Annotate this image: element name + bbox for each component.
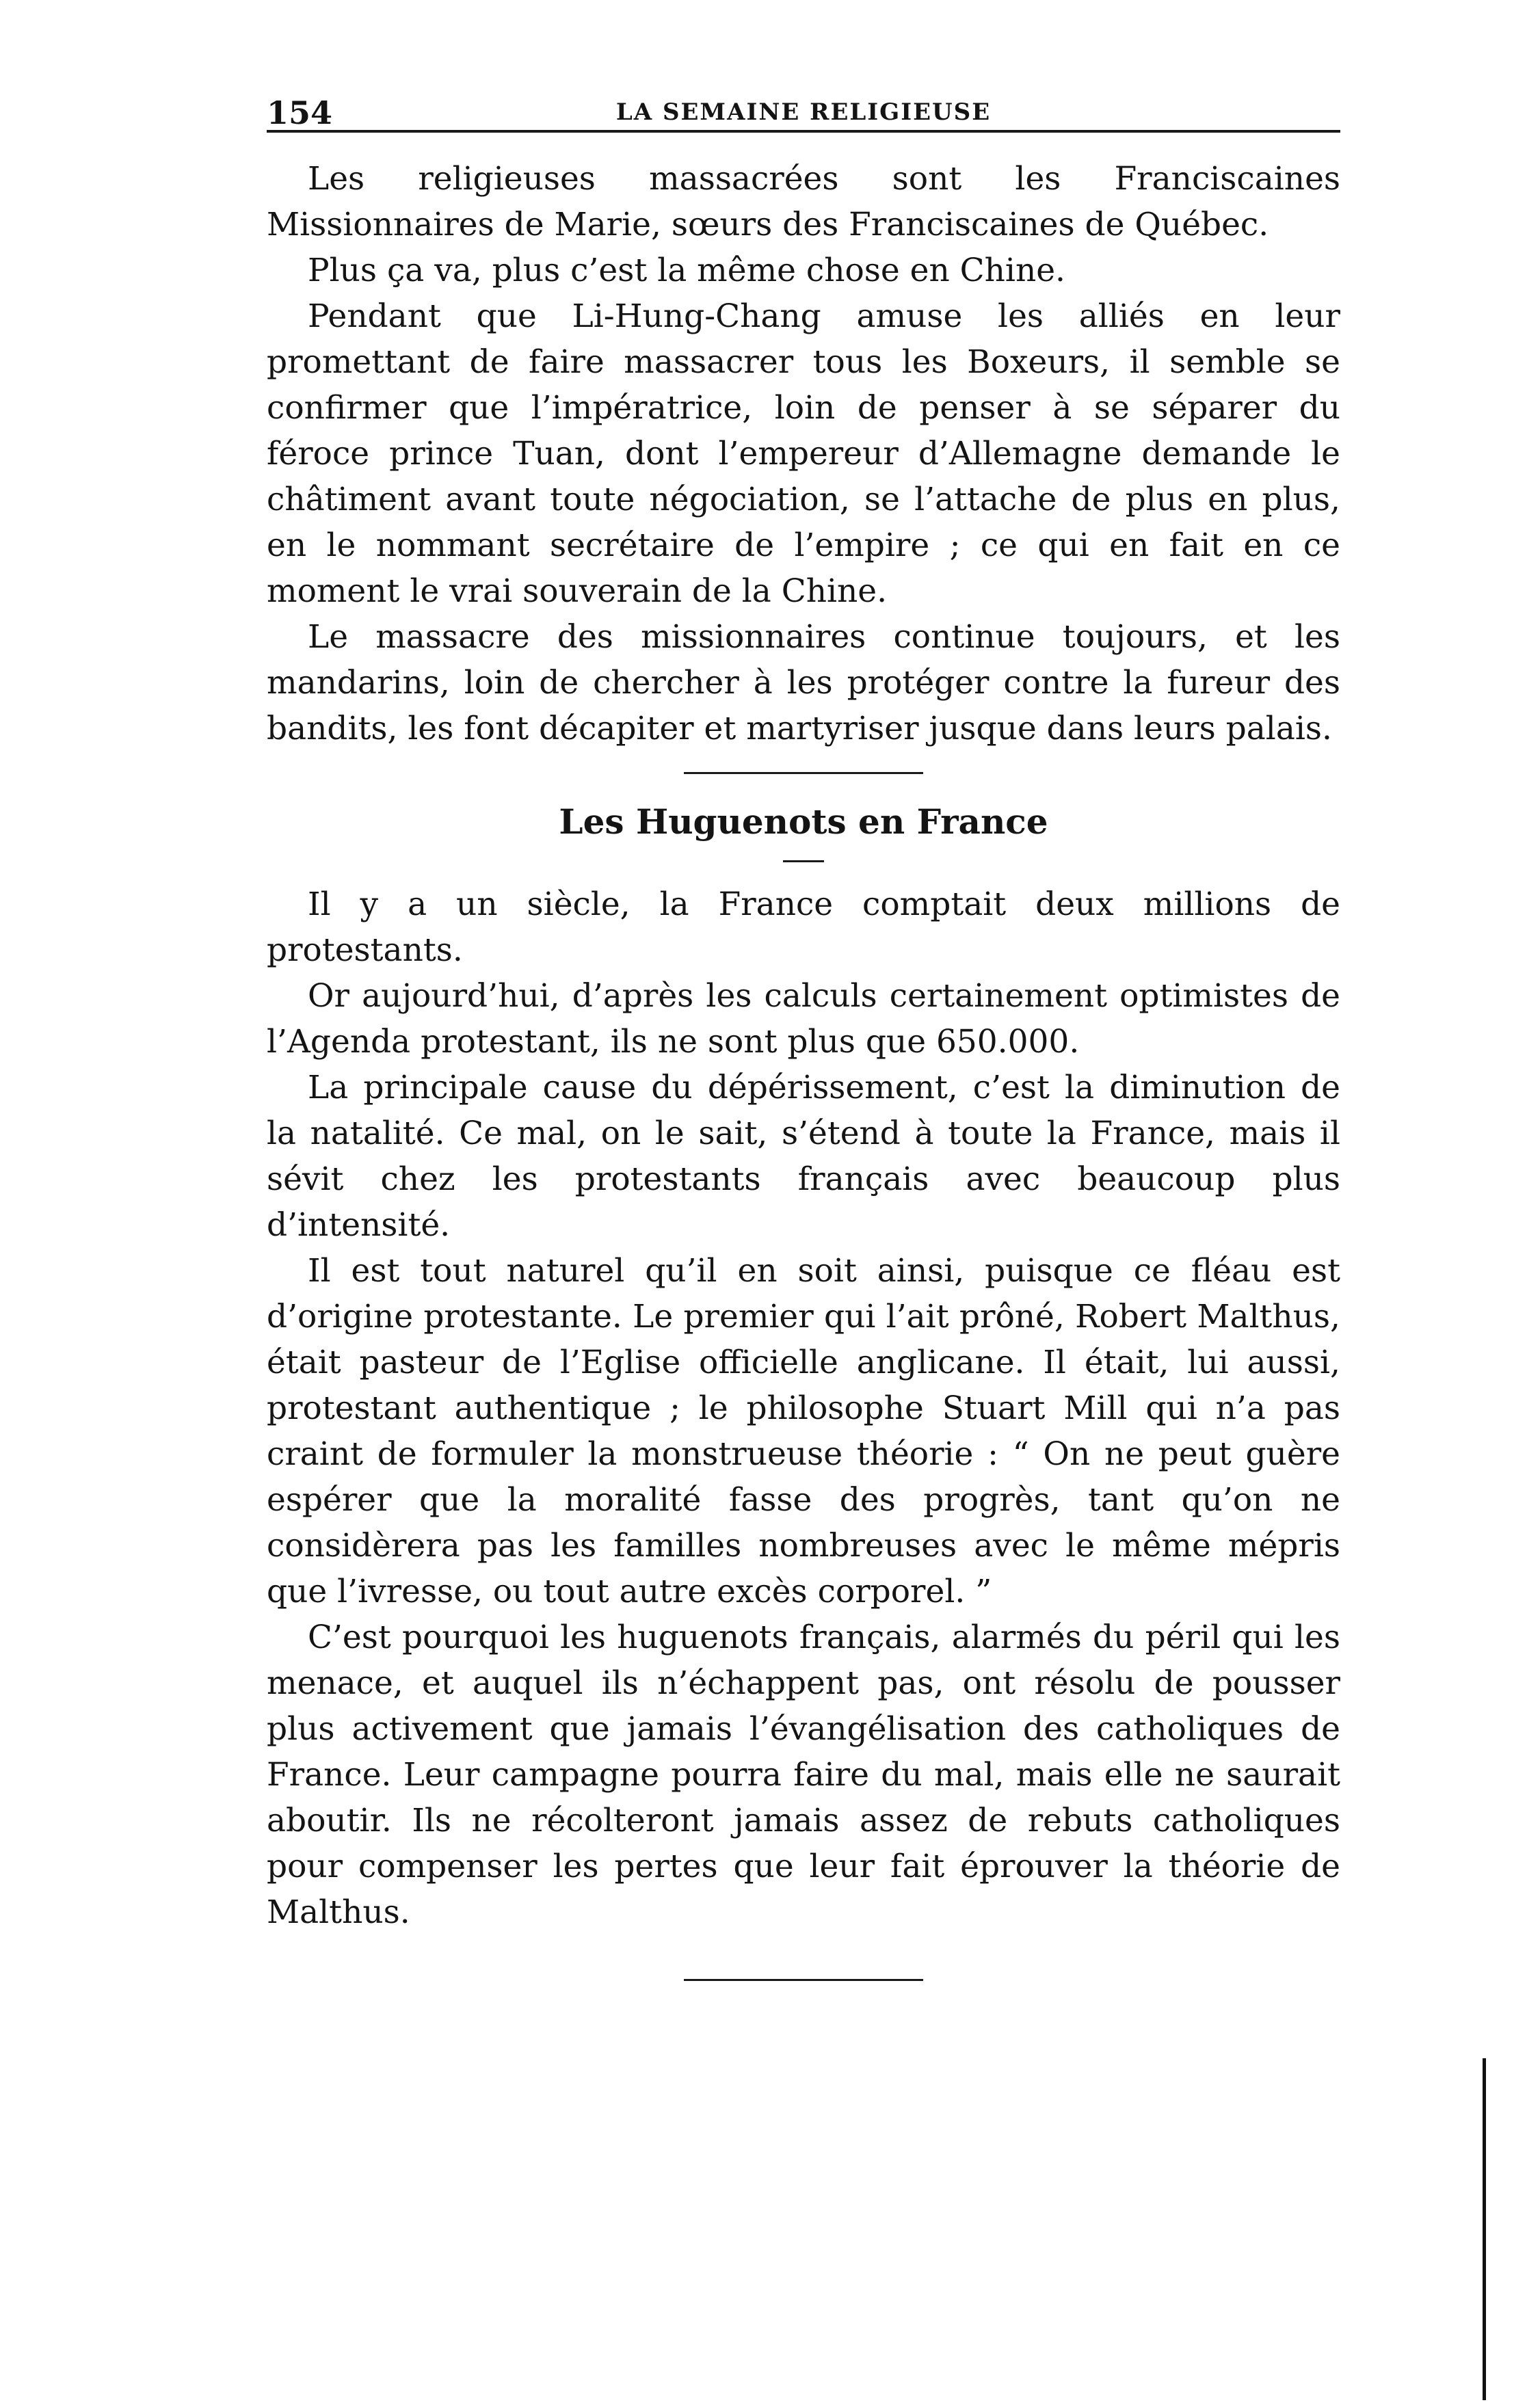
section-title: Les Huguenots en France <box>559 801 1048 842</box>
section-divider <box>684 772 923 774</box>
scan-edge-line <box>1483 2058 1486 2400</box>
paragraph: Il y a un siècle, la France comptait deux millions de protestants. <box>267 886 1340 969</box>
title-dash <box>783 860 824 862</box>
paragraph: Pendant que Li-Hung-Chang amuse les alliés en leur promettant de faire massacrer tous les Boxeurs, il semble se confirmer que l’impératrice, loin de penser à se séparer du féroce prince Tuan, dont l’empereur d’Allemagne demande le châtiment avant toute négociation, se l’attache de plus en plus, en le nommant secrétaire de l’empire ; ce qui en fait en ce moment le vrai souverain de la Chine. <box>267 297 1340 610</box>
paragraph: Les religieuses massacrées sont les Franciscaines Missionnaires de Marie, sœurs des Franciscaines de Québec. <box>267 160 1340 243</box>
page-header <box>267 89 1340 133</box>
paragraph: Le massacre des missionnaires continue toujours, et les mandarins, loin de chercher à les protéger contre la fureur des bandits, les font décapiter et martyriser jusque dans leurs palais. <box>267 618 1340 747</box>
paragraph: Or aujourd’hui, d’après les calculs certainement optimistes de l’Agenda protestant, ils ne sont plus que 650.000. <box>267 977 1340 1061</box>
page <box>267 89 1340 1981</box>
running-title: LA SEMAINE RELIGIEUSE <box>615 98 992 126</box>
paragraph: Plus ça va, plus c’est la même chose en Chine. <box>308 252 1065 289</box>
paragraph: La principale cause du dépérissement, c’est la diminution de la natalité. Ce mal, on le sait, s’étend à toute la France, mais il sévit chez les protestants français avec beaucoup plus d’intensité. <box>267 1069 1340 1244</box>
article-body <box>267 156 1340 752</box>
end-divider <box>684 1979 923 1981</box>
paragraph: Il est tout naturel qu’il en soit ainsi, puisque ce fléau est d’origine protestante. Le premier qui l’ait prôné, Robert Malthus, était pasteur de l’Eglise officielle anglicane. Il était, lui aussi, protestant authentique ; le philosophe Stuart Mill qui n’a pas craint de formuler la monstrueuse théorie : “ On ne peut guère espérer que la moralité fasse des progrès, tant qu’on ne considèrera pas les familles nombreuses avec le même mépris que l’ivresse, ou tout autre excès corporel. ” <box>267 1252 1340 1610</box>
page-number: 154 <box>267 94 333 131</box>
section-body <box>267 881 1340 1935</box>
paragraph: C’est pourquoi les huguenots français, alarmés du péril qui les menace, et auquel ils n’échappent pas, ont résolu de pousser plus activement que jamais l’évangélisation des catholiques de France. Leur campagne pourra faire du mal, mais elle ne saurait aboutir. Ils ne récolteront jamais assez de rebuts catholiques pour compenser les pertes que leur fait éprouver la théorie de Malthus. <box>267 1619 1340 1931</box>
